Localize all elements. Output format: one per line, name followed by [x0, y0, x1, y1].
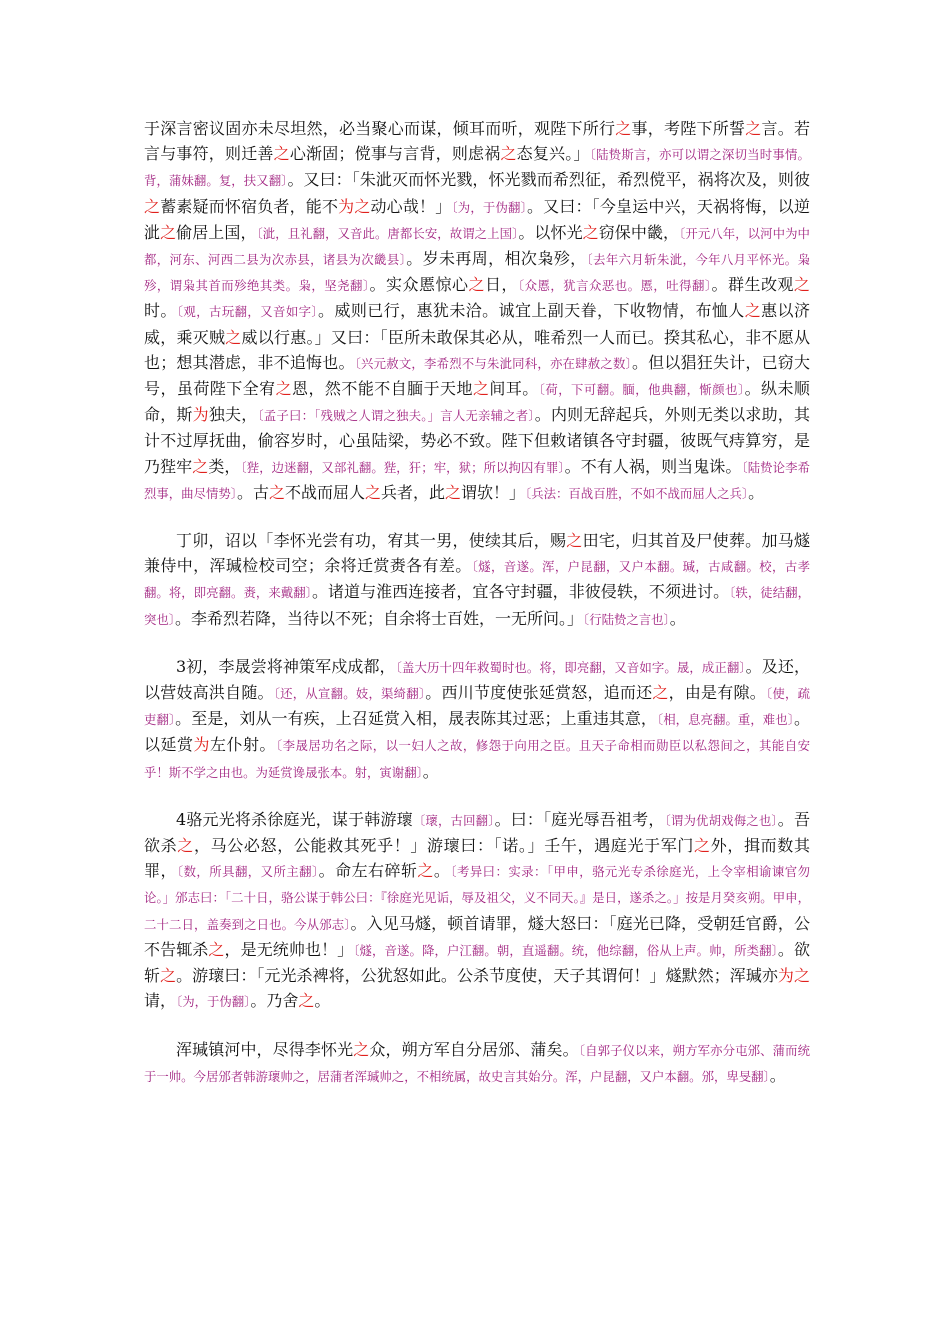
highlighted-char: 为之 — [777, 966, 810, 986]
body-text: 。 — [769, 1065, 786, 1085]
body-text: 事，考陛下所誓 — [631, 119, 746, 138]
body-text: 间耳。 — [489, 379, 539, 399]
body-text: 。 — [422, 761, 439, 781]
paragraph-1 — [144, 116, 810, 506]
annotation-note: 〔开元八年，以河中为中都，河东、河西二县为次赤县，诸县为次畿县〕 — [144, 225, 810, 268]
body-text: ，是无统帅也！」 — [224, 939, 354, 959]
body-text: 动心哉！」 — [370, 196, 452, 216]
document-page — [144, 116, 810, 1111]
body-text: 窃保中畿， — [598, 222, 680, 242]
highlighted-char: 为之 — [338, 196, 371, 216]
annotation-note: 〔观，古玩翻，又音如字〕 — [176, 304, 319, 320]
highlighted-char: 之 — [160, 966, 177, 986]
highlighted-char: 之 — [468, 275, 485, 295]
body-text: 。入见马燧，顿首请罪，燧大怒曰：「庭光已降，受朝廷官爵，公不告辄杀 — [144, 913, 810, 959]
highlighted-char: 之 — [268, 482, 285, 502]
highlighted-char: 之 — [353, 1039, 370, 1059]
body-text: 众，朔方军自分居邠、蒲矣。 — [369, 1039, 579, 1059]
highlighted-char: 之 — [500, 144, 517, 164]
annotation-note: 〔燧，音遂。降，户江翻。朝，直遥翻。统，他综翻，俗从上声。帅，所类翻〕 — [353, 942, 778, 958]
highlighted-char: 之 — [275, 379, 293, 399]
body-text: 威以行惠。」又曰：「臣所未敢保其必从，唯希烈一人而已。揆其私心，非不愿从也；想其潜虑，非不追悔也。 — [144, 327, 810, 372]
annotation-note: 〔还，从宣翻。妓，渠绮翻〕 — [273, 686, 426, 702]
body-text: 左仆射。 — [209, 735, 276, 755]
body-text: 。不有人祸，则当鬼诛。 — [564, 456, 742, 476]
annotation-note: 〔自郭子仪以来，朔方军亦分屯邠、蒲而统于一帅。今居邠者韩游瓌帅之，居蒲者浑瑊帅之，不相统属，故史言其始分。浑，户昆翻，又户本翻。邠，卑旻翻〕 — [144, 1042, 810, 1084]
body-text: 。 — [669, 608, 686, 628]
body-text: 态复兴。」 — [516, 144, 590, 164]
annotation-note: 〔李晟居功名之际，以一妇人之故，修怨于向用之臣。且天子命相而勋臣以私怨间之，其能自安乎！斯不学之由也。为延赏谗晟张本。射，寅谢翻〕 — [144, 738, 810, 780]
body-text: 。乃舍 — [250, 991, 299, 1011]
body-text: 。以怀光 — [518, 222, 583, 242]
body-text: 。 — [433, 861, 451, 881]
highlighted-char: 之 — [298, 991, 315, 1011]
highlighted-char: 之 — [566, 531, 583, 551]
annotation-note: 〔盖大历十四年救蜀时也。将，即亮翻，又音如字。晟，成正翻〕 — [395, 659, 746, 675]
annotation-note: 〔瓌，古回翻〕 — [412, 812, 495, 828]
paragraph-4 — [144, 807, 810, 1015]
annotation-note: 〔数，所具翻，又所主翻〕 — [176, 864, 319, 880]
body-text: 时。 — [144, 301, 177, 321]
annotation-note: 〔陆贽斯言，亦可以谓之深切当时事情。背，蒲妹翻。复，扶又翻〕 — [144, 147, 810, 189]
body-text: 。曰：「庭光辱吾祖考， — [494, 809, 665, 829]
body-text: 。及还，以营妓高洪自随。 — [144, 656, 810, 703]
body-text: 。吾欲杀 — [144, 809, 810, 856]
body-text: 心渐固；傥事与言背，则虑祸 — [289, 144, 501, 164]
body-text: 。西川节度使张延赏怒，追而还 — [425, 683, 653, 703]
highlighted-char: 之 — [744, 301, 762, 321]
body-text: 。 — [748, 482, 765, 502]
body-text: 丁卯，诏以「李怀光尝有功，宥其一男，使续其后，赐 — [176, 531, 567, 551]
highlighted-char: 之 — [745, 119, 762, 138]
highlighted-char: 之 — [472, 379, 490, 399]
body-text: 谓欤！」 — [461, 482, 526, 502]
highlighted-char: 之 — [144, 196, 161, 216]
highlighted-char: 之 — [445, 482, 462, 502]
highlighted-char: 之 — [417, 861, 434, 881]
annotation-note: 〔相，息亮翻。重，难也〕 — [656, 712, 794, 728]
highlighted-char: 之 — [364, 482, 381, 502]
highlighted-char: 之 — [225, 327, 242, 347]
body-text: 。又曰：「朱泚灭而怀光戮，怀光戮而希烈征，希烈傥平，祸将次及，则彼 — [287, 170, 810, 190]
body-text: 兵者，此 — [381, 482, 446, 502]
body-text: 日， — [484, 275, 518, 295]
body-text: 。实众慝惊心 — [369, 275, 469, 295]
body-text: 。群生改观 — [711, 275, 794, 295]
body-text: 。岁未再周，相次枭殄， — [406, 249, 587, 269]
annotation-note: 〔去年六月斩朱泚，今年八月平怀光。枭殄，谓枭其首而殄绝其类。枭，坚尧翻〕 — [144, 252, 810, 294]
paragraph-5 — [144, 1037, 810, 1089]
annotation-note: 〔为，于伪翻〕 — [176, 994, 251, 1010]
annotation-note: 〔孟子曰：「残贼之人谓之独夫。」言人无亲辅之者〕 — [257, 408, 535, 424]
annotation-note: 〔燧，音遂。浑，户昆翻，又户本翻。瑊，古咸翻。校，古孝翻。将，即亮翻。赉，来戴翻〕 — [144, 559, 810, 601]
annotation-note: 〔狴，边迷翻，又部礼翻。狴，犴；牢，狱；所以拘囚有罪〕 — [240, 459, 565, 475]
annotation-note: 〔谓为优胡戏侮之也〕 — [664, 812, 778, 828]
annotation-note: 〔使，疏吏翻〕 — [144, 686, 810, 728]
body-text: 。命左右碎斩 — [318, 861, 418, 881]
annotation-note: 〔兵法：百战百胜，不如不战而屈人之兵〕 — [525, 485, 749, 501]
highlighted-char: 之 — [208, 939, 225, 959]
body-text: 于深言密议固亦未尽坦然，必当聚心而谋，倾耳而听，观陛下所行 — [144, 119, 616, 138]
highlighted-char: 之 — [793, 275, 810, 295]
body-text: 偷居上国， — [176, 222, 257, 242]
annotation-note: 〔众慝，犹言众恶也。慝，吐得翻〕 — [517, 278, 712, 294]
annotation-note: 〔荷，下可翻。腼，他典翻，惭颜也〕 — [538, 382, 745, 398]
body-text: 。内则无辞起兵，外则无类以求助，其计不过厚抚曲，偷容岁时，心虽陆梁，势必不致。陛下但敕诸镇各守封疆，彼既气痔算穷，是乃狴牢 — [144, 405, 810, 476]
body-text: 外，揖而数其罪， — [144, 836, 810, 881]
body-text: 。 — [314, 991, 331, 1011]
body-text: 。诸道与淮西连接者，宜各守封疆，非彼侵轶，不须进讨。 — [311, 582, 730, 602]
body-text: ，马公必怒，公能救其死乎！」游瓌曰：「诺。」壬午，遇庭光于军门 — [193, 836, 695, 856]
body-text: 。威则已行，惠犹未洽。诚宜上副天眷，下收物情，布恤人 — [318, 301, 745, 321]
body-text: 。纵未顺命，斯 — [144, 379, 810, 425]
highlighted-char: 之 — [582, 222, 599, 242]
paragraph-2 — [144, 528, 810, 632]
body-text: 3初，李晟尝将神策军戍成都， — [176, 656, 396, 676]
body-text: 请， — [144, 991, 177, 1011]
annotation-note: 〔为，于伪翻〕 — [451, 199, 527, 215]
annotation-note: 〔兴元赦文，李希烈不与朱泚同科，亦在肆赦之数〕 — [354, 355, 632, 371]
body-text: ，由是有隙。 — [668, 683, 766, 703]
body-text: 独夫， — [208, 405, 258, 425]
annotation-note: 〔考异曰：实录：「甲申，骆元光专杀徐庭光，上令宰相谕谏官勿论。」邠志曰：「二十日，骆公谋于韩公曰：『徐庭光见诟，辱及祖父，义不同天。』是日，遂杀之。」按是月癸亥朔。甲申，二十二日，盖奏到之日也。今从邠志〕 — [144, 864, 810, 932]
highlighted-char: 为 — [192, 405, 209, 425]
body-text: 。以延赏 — [144, 709, 810, 755]
body-text: 。至是，刘从一有疾，上召延赏入相，晟表陈其过恶；上重违其意， — [175, 709, 657, 729]
annotation-note: 〔行陆贽之言也〕 — [583, 611, 670, 627]
body-text: 类， — [208, 456, 241, 476]
highlighted-char: 之 — [160, 222, 177, 242]
body-text: 惠以济威，乘灭贼 — [144, 301, 810, 347]
annotation-note: 〔泚，且礼翻，又音此。唐都长安，故谓之上国〕 — [256, 225, 519, 241]
highlighted-char: 之 — [177, 836, 194, 856]
highlighted-char: 为 — [193, 735, 210, 755]
body-text: 。李希烈若降，当待以不死；自余将士百姓，一无所问。」 — [174, 608, 583, 628]
body-text: 田宅，归其首及尸使葬。加马燧兼侍中，浑瑊检校司空；余将迁赏赉各有差。 — [144, 531, 810, 576]
body-text: 蓄素疑而怀宿负者，能不 — [160, 196, 339, 216]
body-text: 。但以猖狂失计，已窃大号，虽荷陛下全宥 — [144, 352, 810, 399]
body-text: 浑瑊镇河中，尽得李怀光 — [176, 1039, 354, 1059]
body-text: 言。若言与事符，则迁善 — [144, 119, 810, 164]
highlighted-char: 之 — [192, 456, 209, 476]
body-text: 。游瓌曰：「元光杀裨将，公犹怒如此。公杀节度使，天子其谓何！」燧默然；浑瑊亦 — [176, 966, 778, 986]
body-text: 。欲斩 — [144, 939, 810, 986]
body-text: 。古 — [236, 482, 269, 502]
body-text: 恩，然不能不自腼于天地 — [292, 379, 473, 399]
body-text: 4骆元光将杀徐庭光，谋于韩游瓌 — [176, 809, 413, 829]
highlighted-char: 之 — [273, 144, 290, 164]
highlighted-char: 之 — [615, 119, 632, 138]
paragraph-3 — [144, 654, 810, 785]
annotation-note: 〔陆贽论李希烈事，曲尽情势〕 — [144, 459, 810, 501]
highlighted-char: 之 — [694, 836, 711, 856]
body-text: 。又曰：「今皇运中兴，天祸将悔，以逆泚 — [144, 196, 810, 242]
highlighted-char: 之 — [652, 683, 669, 703]
body-text: 不战而屈人 — [284, 482, 365, 502]
annotation-note: 〔轶，徒结翻，突也〕 — [144, 585, 810, 627]
